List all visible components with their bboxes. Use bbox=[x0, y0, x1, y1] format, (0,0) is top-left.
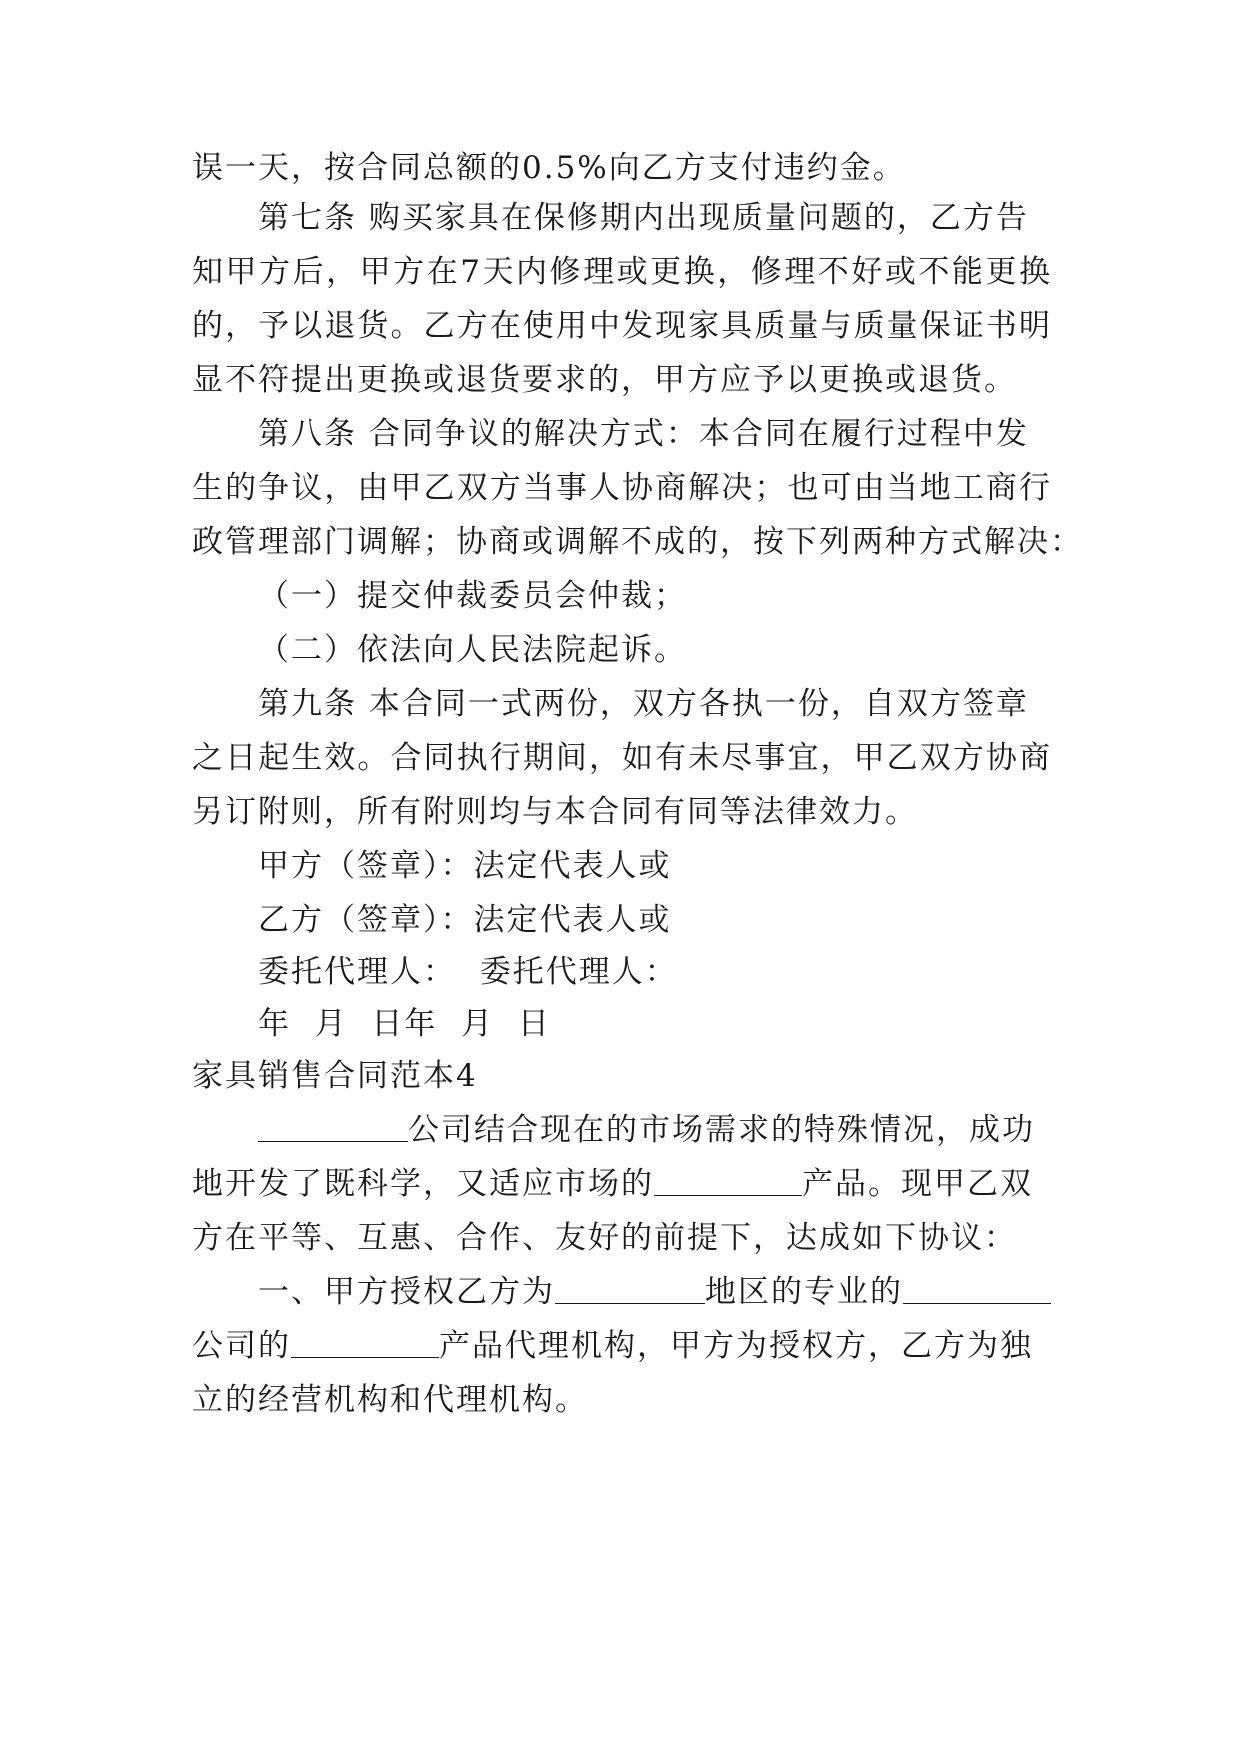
section4-para2-line1 bbox=[258, 1264, 1052, 1320]
signature-party-b: 乙方（签章）：法定代表人或 bbox=[258, 902, 672, 938]
section4-para2-line2 bbox=[192, 1318, 1052, 1374]
article8-line1: 第八条 合同争议的解决方式：本合同在履行过程中发 bbox=[258, 416, 1029, 452]
article9-line3: 另订附则，所有附则均与本合同有同等法律效力。 bbox=[192, 794, 918, 830]
article9-line1: 第九条 本合同一式两份，双方各执一份，自双方签章 bbox=[258, 686, 1029, 722]
article9-line2: 之日起生效。合同执行期间，如有未尽事宜，甲乙双方协商 bbox=[192, 740, 1052, 776]
signature-dates: 年 月 日年 月 日 bbox=[258, 1006, 551, 1042]
article7-line3: 的，予以退货。乙方在使用中发现家具质量与质量保证书明 bbox=[192, 308, 1052, 344]
para2-line1-text-b: 地区的专业的 bbox=[705, 1274, 903, 1310]
article8-line3: 政管理部门调解；协商或调解不成的，按下列两种方式解决： bbox=[192, 524, 1083, 560]
para1-line2-text-b: 产品。现甲乙双 bbox=[802, 1166, 1033, 1202]
article6-tail: 误一天，按合同总额的0.5%向乙方支付违约金。 bbox=[192, 150, 906, 186]
section4-para2-line3: 立的经营机构和代理机构。 bbox=[192, 1382, 588, 1418]
article7-line1: 第七条 购买家具在保修期内出现质量问题的，乙方告 bbox=[258, 200, 1029, 236]
signature-party-a: 甲方（签章）：法定代表人或 bbox=[258, 848, 672, 884]
para2-line2-text-b: 产品代理机构，甲方为授权方，乙方为独 bbox=[439, 1328, 1033, 1364]
fill-blank bbox=[903, 1273, 1051, 1304]
article8-line2: 生的争议，由甲乙双方当事人协商解决；也可由当地工商行 bbox=[192, 470, 1052, 506]
article7-line2: 知甲方后，甲方在7天内修理或更换，修理不好或不能更换 bbox=[192, 254, 1052, 290]
section4-para1-line2 bbox=[192, 1156, 1052, 1212]
article8-item2: （二）依法向人民法院起诉。 bbox=[258, 632, 687, 668]
section4-para1-line3: 方在平等、互惠、合作、友好的前提下，达成如下协议： bbox=[192, 1220, 1017, 1256]
fill-blank bbox=[555, 1273, 705, 1304]
fill-blank bbox=[654, 1165, 802, 1196]
fill-blank bbox=[291, 1327, 439, 1358]
para2-line1-text-a: 一、甲方授权乙方为 bbox=[258, 1274, 555, 1310]
fill-blank bbox=[258, 1111, 408, 1142]
section4-para1-line1 bbox=[258, 1102, 1052, 1158]
article8-item1: （一）提交仲裁委员会仲裁； bbox=[258, 578, 687, 614]
signature-agents: 委托代理人： 委托代理人： bbox=[258, 954, 678, 990]
section-title: 家具销售合同范本4 bbox=[192, 1058, 478, 1094]
para1-line1-text: 公司结合现在的市场需求的特殊情况，成功 bbox=[408, 1112, 1035, 1148]
para2-line2-text-a: 公司的 bbox=[192, 1328, 291, 1364]
para1-line2-text-a: 地开发了既科学，又适应市场的 bbox=[192, 1166, 654, 1202]
article7-line4: 显不符提出更换或退货要求的，甲方应予以更换或退货。 bbox=[192, 362, 1017, 398]
